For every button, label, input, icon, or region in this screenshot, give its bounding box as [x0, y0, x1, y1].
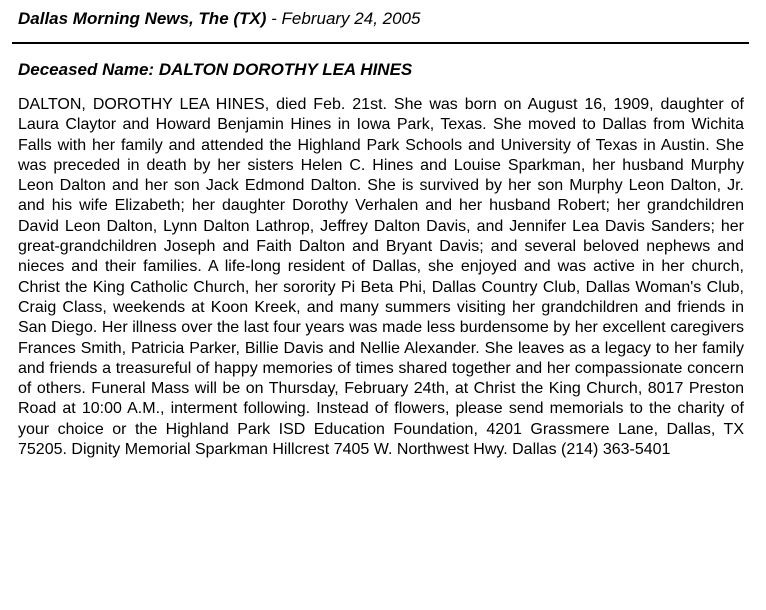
- funeral-home-info: Dignity Memorial Sparkman Hillcrest 7405 W. Northwest Hwy. Dallas (214) 363-5401: [71, 441, 671, 459]
- obituary-body: [18, 95, 744, 460]
- obituary-text: DALTON, DOROTHY LEA HINES, died Feb. 21st. She was born on August 16, 1909, daughter of Laura Claytor and Howard Benjamin Hines in Iowa Park, Texas. She moved to Dallas from Wichita Falls with her family and attended the Highland Park Schools and University of Texas in Austin. She was preceded in death by her sisters Helen C. Hines and Louise Sparkman, her husband Murphy Leon Dalton and her son Jack Edmond Dalton. She is survived by her son Murphy Leon Dalton, Jr. and his wife Elizabeth; her daughter Dorothy Verhalen and her husband Robert; her grandchildren David Leon Dalton, Lynn Dalton Lathrop, Jeffrey Dalton Davis, and Jennifer Lea Davis Sanders; her great-grandchildren Joseph and Faith Dalton and Bryant Davis; and several beloved nephews and nieces and their families. A life-long resident of Dallas, she enjoyed and was active in her church, Christ the King Catholic Church, her sorority Pi Beta Phi, Dallas Country Club, Dallas Woman's Club, Craig Class, weekends at Koon Kreek, and many summers visiting her grandchildren and friends in San Diego. Her illness over the last four years was made less burdensome by her excellent caregivers Frances Smith, Patricia Parker, Billie Davis and Nellie Alexander. She leaves as a legacy to her family and friends a treasureful of happy memories of times shared together and her compassionate concern of others. Funeral Mass will be on Thursday, February 24th, at Christ the King Church, 8017 Preston Road at 10:00 A.M., interment following. Instead of flowers, please send memorials to the charity of your choice or the Highland Park ISD Education Foundation, 4201 Grassmere Lane, Dallas, TX 75205.: [18, 96, 744, 459]
- header-divider: [12, 42, 749, 44]
- publication-header: [18, 8, 758, 30]
- deceased-name-line: [18, 59, 412, 81]
- deceased-name: DALTON DOROTHY LEA HINES: [158, 60, 413, 79]
- publication-date: February 24, 2005: [281, 9, 421, 28]
- deceased-label: Deceased Name:: [18, 60, 159, 79]
- publication-name: Dallas Morning News, The (TX): [18, 9, 267, 28]
- header-separator: -: [266, 9, 282, 28]
